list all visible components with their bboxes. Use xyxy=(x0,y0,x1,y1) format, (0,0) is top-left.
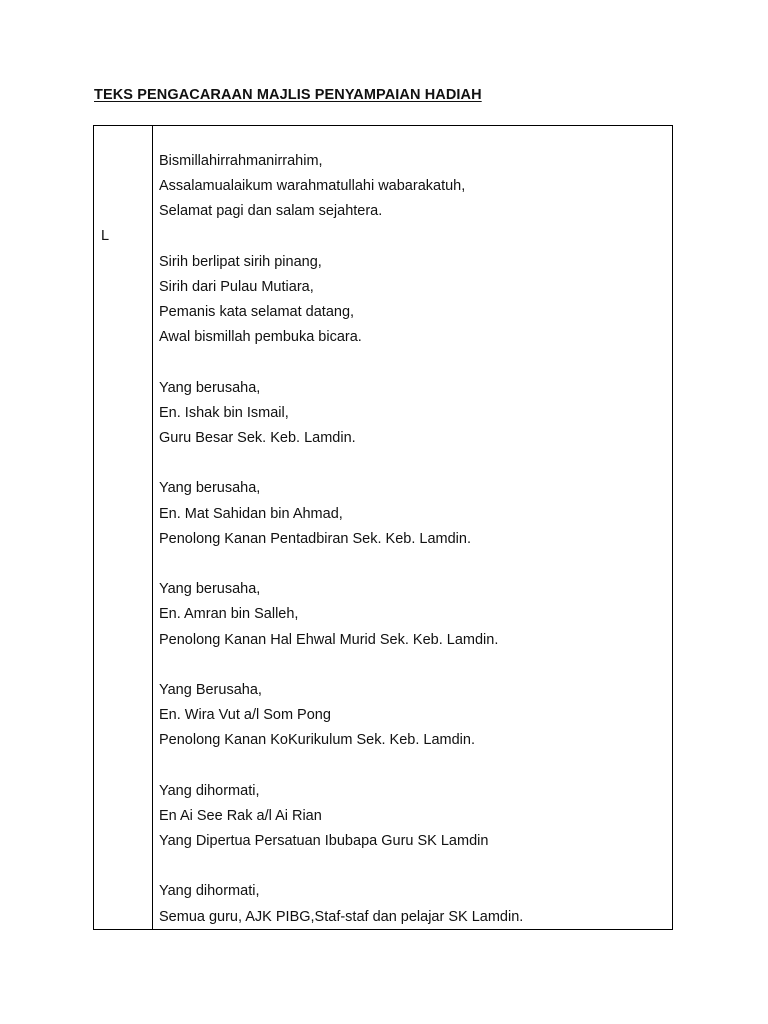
stanza-yang-dipertua-pibg xyxy=(159,779,664,855)
script-line: Sirih berlipat sirih pinang, xyxy=(159,253,322,270)
script-line: Pemanis kata selamat datang, xyxy=(159,304,355,321)
script-line: En. Wira Vut a/l Som Pong xyxy=(159,707,331,724)
stanza-pk-hem xyxy=(159,577,664,653)
script-line: Sirih dari Pulau Mutiara, xyxy=(159,278,314,295)
script-line: Awal bismillah pembuka bicara. xyxy=(159,329,362,346)
stanza-opening-greeting xyxy=(159,149,664,225)
script-line: Penolong Kanan KoKurikulum Sek. Keb. Lamdin. xyxy=(159,732,475,749)
stanza-all-audience xyxy=(159,879,664,929)
document-title: TEKS PENGACARAAN MAJLIS PENYAMPAIAN HADIAH xyxy=(94,87,482,103)
stanza-pk-kokurikulum xyxy=(159,678,664,754)
script-line: Assalamualaikum warahmatullahi wabarakatuh, xyxy=(159,178,466,195)
script-line: Penolong Kanan Pentadbiran Sek. Keb. Lamdin. xyxy=(159,530,471,547)
stanza-pantun xyxy=(159,250,664,351)
script-line: En. Amran bin Salleh, xyxy=(159,606,299,623)
script-line: En. Mat Sahidan bin Ahmad, xyxy=(159,505,343,522)
script-line: Bismillahirrahmanirrahim, xyxy=(159,153,323,169)
script-body xyxy=(159,149,664,955)
stanza-guru-besar xyxy=(159,376,664,452)
script-line: Yang berusaha, xyxy=(159,379,261,396)
script-line: Yang Dipertua Persatuan Ibubapa Guru SK Lamdin xyxy=(159,833,489,850)
script-line: En. Ishak bin Ismail, xyxy=(159,404,289,421)
column-divider xyxy=(152,126,153,929)
stanza-pk-pentadbiran xyxy=(159,476,664,552)
script-line: Yang dihormati, xyxy=(159,782,260,799)
speaker-label: L xyxy=(101,228,110,244)
script-line: Yang berusaha, xyxy=(159,480,261,497)
script-line: Penolong Kanan Hal Ehwal Murid Sek. Keb. Lamdin. xyxy=(159,631,499,648)
script-line: Selamat pagi dan salam sejahtera. xyxy=(159,203,383,220)
script-table xyxy=(93,125,673,930)
script-line: Yang Berusaha, xyxy=(159,681,262,698)
script-line: Yang dihormati, xyxy=(159,883,260,900)
script-line: Semua guru, AJK PIBG,Staf-staf dan pelajar SK Lamdin. xyxy=(159,908,524,925)
script-line: Yang berusaha, xyxy=(159,581,261,598)
script-line: En Ai See Rak a/l Ai Rian xyxy=(159,807,322,824)
script-line: Guru Besar Sek. Keb. Lamdin. xyxy=(159,430,356,447)
